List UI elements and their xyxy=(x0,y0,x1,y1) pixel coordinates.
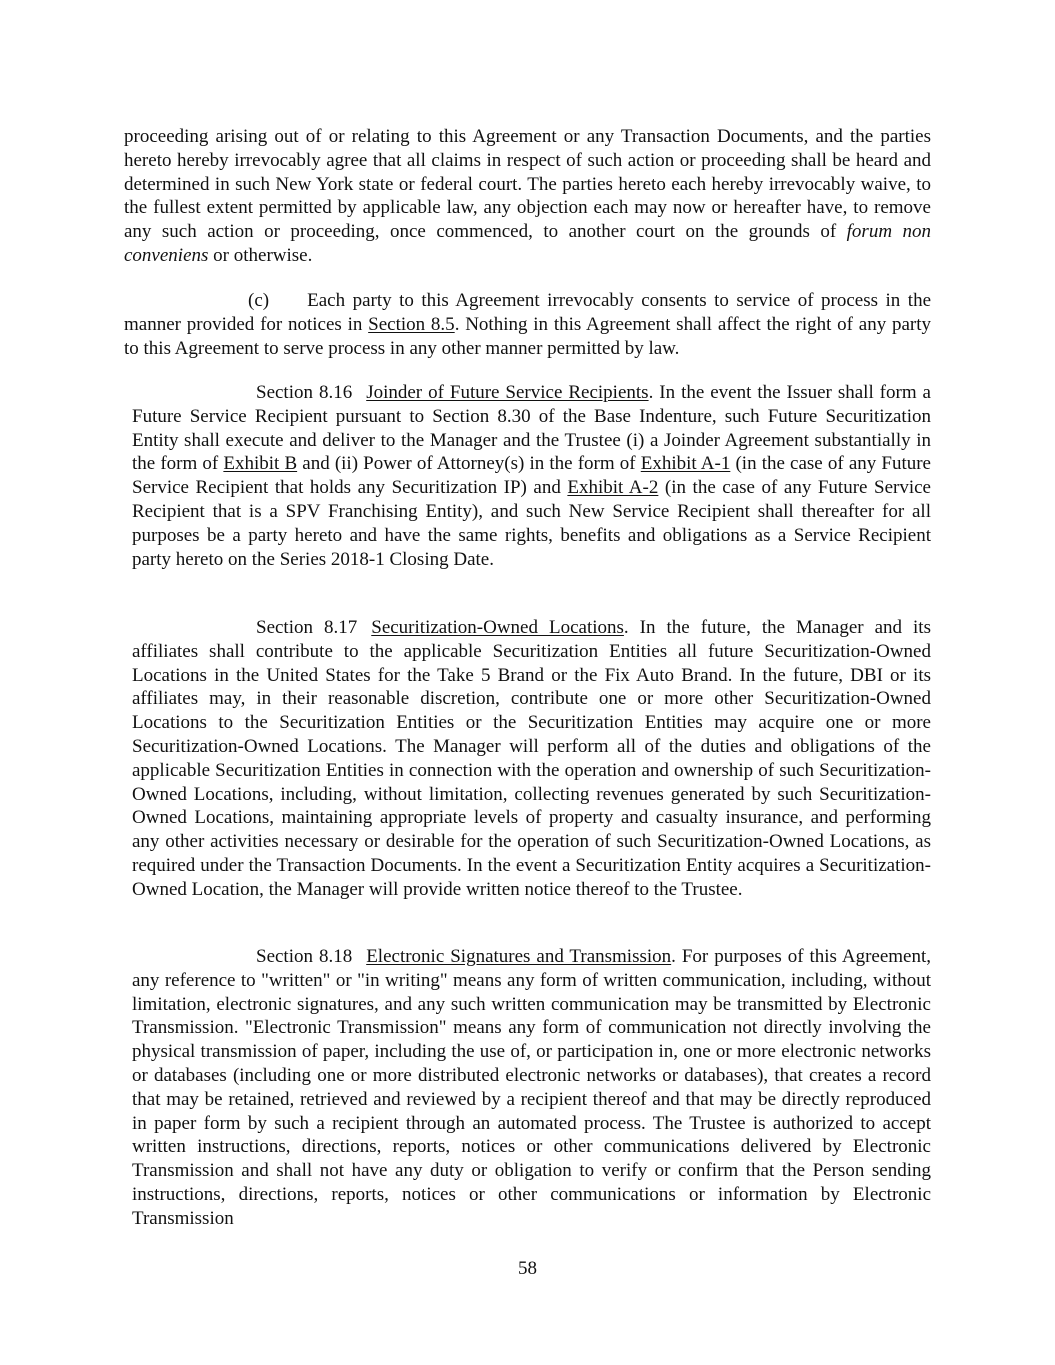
exhibit-a1-link[interactable]: Exhibit A-1 xyxy=(640,453,731,475)
exhibit-a2-link[interactable]: Exhibit A-2 xyxy=(567,477,659,499)
section-8-16 xyxy=(132,381,931,571)
paragraph-text: . For purposes of this Agreement, any reference to "written" or "in writing" means any form of written communication, including, without limitation, electronic signatures, and any such written communication may be transmitted by Electronic Transmission. "Electronic Transmission" means any form of communication not directly involving the physical transmission of paper, including the use of, or participation in, one or more electronic networks or databases (including one or more distributed electronic networks or databases), that creates a record that may be retained, retrieved and reviewed by a recipient thereof and that may be directly reproduced in paper form by such a recipient through an automated process. The Trustee is authorized to accept written instructions, directions, reports, notices or other communications delivered by Electronic Transmission and shall not have any duty or obligation to verify or confirm that the Person sending instructions, directions, reports, notices or other communications or information by Electronic Transmission xyxy=(132,946,931,1229)
paragraph-text: and (ii) Power of Attorney(s) in the form of xyxy=(297,453,641,475)
paragraph-service-of-process xyxy=(124,289,931,360)
paragraph-jurisdiction-continued xyxy=(124,125,931,268)
paragraph-text: . In the event the Issuer shall form a Future Service Recipient pursuant to Section 8.30 of the Base Indenture, such Future Securitization Entity shall execute and deliver to the Manager and the Trustee (i) a Joinder Agreement substantially in the form of xyxy=(132,382,931,475)
paragraph-text: Each party to this Agreement irrevocably consents to service of process in the manner provided for notices in xyxy=(124,290,931,335)
section-reference-link[interactable]: Section 8.5 xyxy=(368,313,455,335)
section-number: Section 8.18 xyxy=(256,946,353,967)
section-8-18 xyxy=(132,945,931,1231)
clause-label: (c) xyxy=(248,290,270,311)
section-heading: Joinder of Future Service Recipients xyxy=(366,382,649,403)
section-number: Section 8.16 xyxy=(256,382,353,403)
paragraph-text: (in the case of any Future Service Recipient that holds any Securitization IP) and xyxy=(132,453,931,499)
page-number: 58 xyxy=(518,1258,537,1279)
section-heading: Electronic Signatures and Transmission xyxy=(366,946,672,967)
paragraph-text: . Nothing in this Agreement shall affect the right of any party to this Agreement to serve process in any other manner permitted by law. xyxy=(124,313,932,359)
paragraph-text: or otherwise. xyxy=(208,244,313,266)
paragraph-text: (in the case of any Future Service Recipient that is a SPV Franchising Entity), and such New Service Recipient shall thereafter for all purposes be a party hereto and have the same rights, benefits and obligations as a Service Recipient party hereto on the Series 2018-1 Closing Date. xyxy=(132,477,931,570)
paragraph-text: proceeding arising out of or relating to this Agreement or any Transaction Documents, and the parties hereto hereby irrevocably agree that all claims in respect of such action or proceeding shall be heard and determined in such New York state or federal court. The parties hereto each hereby irrevocably waive, to the fullest extent permitted by applicable law, any objection each may now or hereafter have, to remove any such action or proceeding, once commenced, to another court on the grounds of xyxy=(124,126,931,243)
section-heading: Securitization-Owned Locations xyxy=(371,617,624,638)
exhibit-b-link[interactable]: Exhibit B xyxy=(223,453,298,475)
italic-term: forum non conveniens xyxy=(124,221,931,266)
section-number: Section 8.17 xyxy=(256,617,358,638)
section-8-17 xyxy=(132,616,931,902)
paragraph-text: . In the future, the Manager and its affiliates shall contribute to the applicable Securitization Entities all future Securitization-Owned Locations in the United States for the Take 5 Brand or the Fix Auto Brand. In the future, DBI or its affiliates may, in their reasonable discretion, contribute one or more other Securitization-Owned Locations to the Securitization Entities or the Securitization Entities may acquire one or more Securitization-Owned Locations. The Manager will perform all of the duties and obligations of the applicable Securitization Entities in connection with the operation and ownership of such Securitization-Owned Locations, including, without limitation, collecting revenues generated by such Securitization-Owned Locations, maintaining appropriate levels of property and casualty insurance, and performing any other activities necessary or desirable for the operation of such Securitization-Owned Locations, as required under the Transaction Documents. In the event a Securitization Entity acquires a Securitization-Owned Location, the Manager will provide written notice thereof to the Trustee. xyxy=(132,617,931,900)
